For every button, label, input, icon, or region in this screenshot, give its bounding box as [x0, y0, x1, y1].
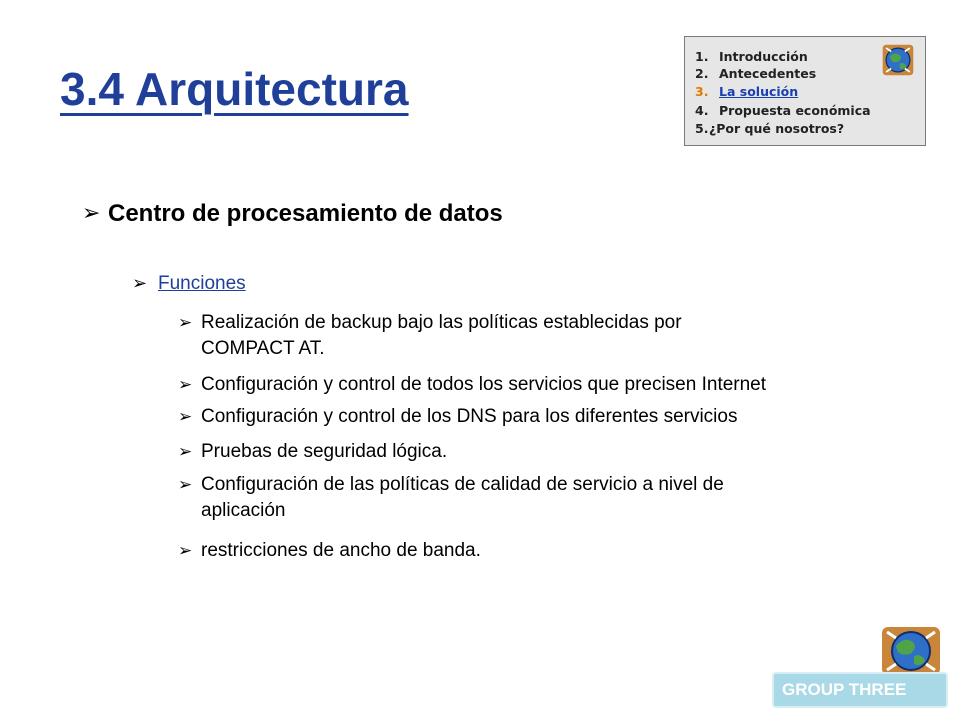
agenda-item-propuesta[interactable]	[695, 103, 871, 118]
list-item-calidad	[201, 472, 724, 524]
list-item-internet	[201, 372, 766, 398]
arrow-bullet-icon: ➢	[178, 442, 193, 462]
agenda-item-number: 3.	[695, 84, 709, 99]
agenda-item-label: Introducción	[719, 49, 808, 64]
list-item-dns	[201, 404, 737, 430]
list-item-line: COMPACT AT.	[201, 338, 325, 359]
list-item-line: Realización de backup bajo las políticas establecidas por	[201, 312, 682, 333]
list-item-seguridad	[201, 439, 447, 465]
arrow-bullet-icon: ➢	[178, 407, 193, 427]
agenda-item-link[interactable]: La solución	[719, 84, 799, 99]
arrow-bullet-icon: ➢	[132, 273, 148, 294]
agenda-item-label: Antecedentes	[719, 66, 817, 81]
agenda-item-por-que[interactable]	[695, 121, 844, 136]
agenda-item-antecedentes[interactable]	[695, 66, 816, 81]
agenda-box	[684, 36, 926, 146]
arrow-bullet-icon: ➢	[178, 313, 193, 333]
agenda-item-number: 5.	[695, 121, 709, 136]
list-item-backup	[201, 310, 682, 362]
agenda-item-label: Propuesta económica	[719, 103, 871, 118]
list-item-line: Configuración y control de todos los servicios que precisen Internet	[201, 374, 767, 395]
globe-icon[interactable]	[878, 626, 944, 676]
arrow-bullet-icon: ➢	[82, 201, 101, 226]
globe-icon[interactable]	[881, 43, 915, 77]
arrow-bullet-icon: ➢	[178, 475, 193, 495]
list-item-line: Pruebas de seguridad lógica.	[201, 441, 448, 462]
list-item-line: Configuración de las políticas de calidad de servicio a nivel de	[201, 474, 724, 495]
agenda-item-introduccion[interactable]	[695, 49, 808, 64]
agenda-item-number: 2.	[695, 66, 709, 81]
list-item-line: Configuración y control de los DNS para los diferentes servicios	[201, 406, 738, 427]
list-item-ancho-banda	[201, 538, 481, 564]
slide-title: 3.4 Arquitectura	[60, 63, 409, 115]
arrow-bullet-icon: ➢	[178, 375, 193, 395]
arrow-bullet-icon: ➢	[178, 541, 193, 561]
section-heading: Centro de procesamiento de datos	[108, 200, 503, 227]
agenda-item-label: ¿Por qué nosotros?	[709, 121, 845, 136]
agenda-item-la-solucion[interactable]	[695, 84, 798, 99]
agenda-item-number: 4.	[695, 103, 709, 118]
list-item-line: aplicación	[201, 500, 286, 521]
group-badge: GROUP THREE	[772, 672, 948, 708]
funciones-link[interactable]: Funciones	[158, 273, 246, 294]
list-item-line: restricciones de ancho de banda.	[201, 540, 481, 561]
agenda-item-number: 1.	[695, 49, 709, 64]
